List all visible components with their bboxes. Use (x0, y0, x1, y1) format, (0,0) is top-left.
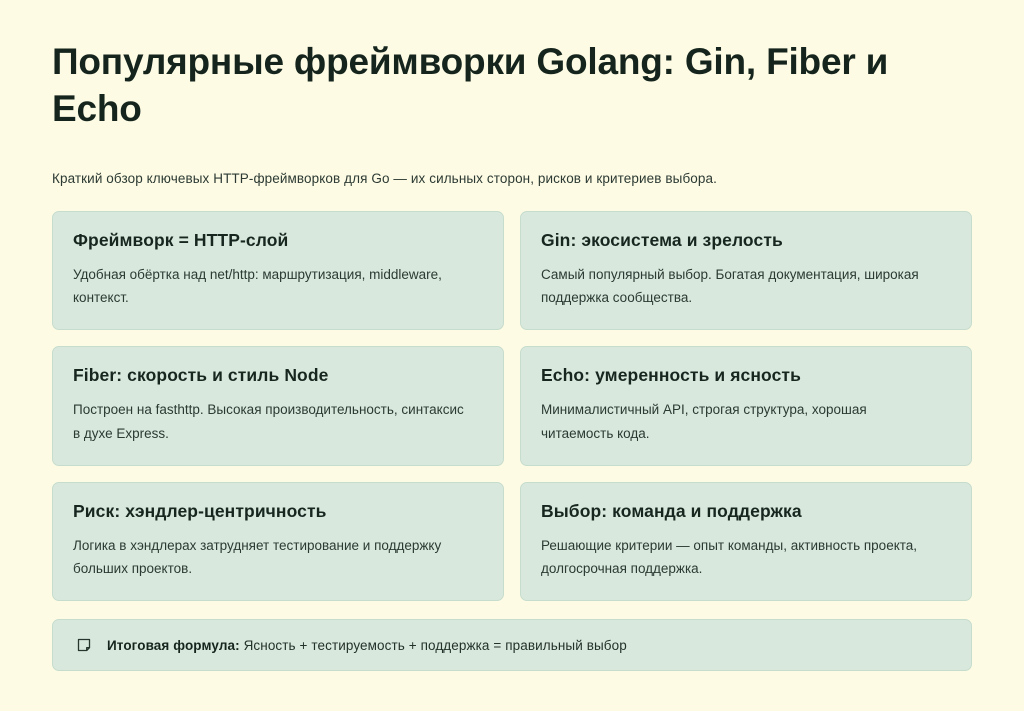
card-body: Минималистичный API, строгая структура, хорошая читаемость кода. (541, 402, 867, 441)
card-body: Самый популярный выбор. Богатая документация, широкая поддержка сообщества. (541, 266, 919, 306)
card-title: Echo: умеренность и ясность (541, 365, 801, 386)
card-title: Gin: экосистема и зрелость (541, 229, 783, 250)
card-item (52, 482, 504, 601)
card-title: Риск: хэндлер-центричность (73, 500, 327, 521)
card-body: Решающие критерии — опыт команды, активность проекта, долгосрочная поддержка. (541, 537, 918, 577)
note-icon (75, 636, 93, 654)
card-title: Фреймворк = HTTP-слой (73, 229, 289, 250)
card-item (520, 482, 972, 601)
summary-value: Ясность + тестируемость + поддержка = правильный выбор (243, 637, 627, 653)
summary-banner (52, 619, 972, 671)
page-subtitle: Краткий обзор ключевых HTTP-фреймворков для Go — их сильных сторон, рисков и критериев выбора. (52, 170, 717, 186)
card-grid (52, 211, 972, 601)
summary-label: Итоговая формула: (107, 637, 240, 653)
card-body: Удобная обёртка над net/http: маршрутизация, middleware, контекст. (73, 266, 442, 306)
card-title: Выбор: команда и поддержка (541, 500, 802, 521)
card-item (520, 346, 972, 465)
card-item (52, 211, 504, 330)
card-body: Логика в хэндлерах затрудняет тестирование и поддержку больших проектов. (73, 537, 442, 577)
page-title: Популярные фреймворки Golang: Gin, Fiber и Echo (52, 41, 889, 130)
card-item (52, 346, 504, 465)
card-item (520, 211, 972, 330)
card-title: Fiber: скорость и стиль Node (73, 365, 329, 386)
card-body: Построен на fasthttp. Высокая производительность, синтаксис в духе Express. (73, 402, 464, 441)
summary-text (107, 638, 627, 653)
